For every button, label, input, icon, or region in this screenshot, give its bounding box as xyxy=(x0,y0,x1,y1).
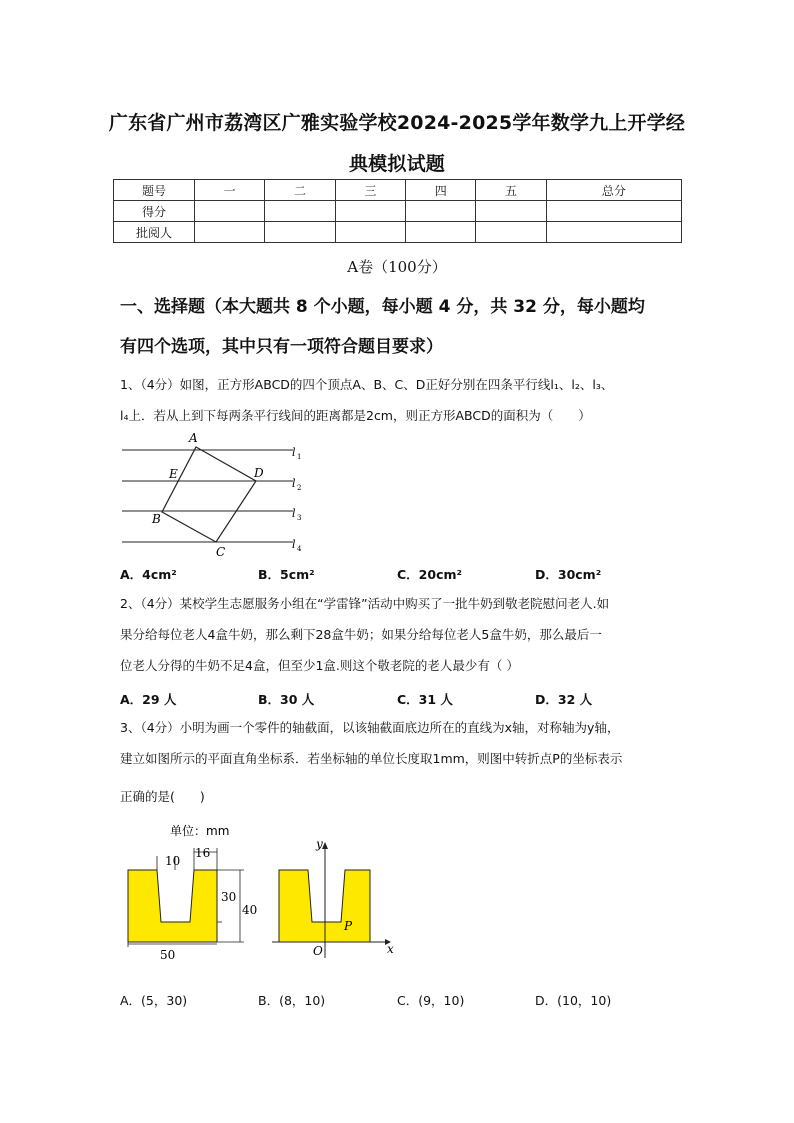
square-abcd xyxy=(162,447,256,542)
page-title-continued: 典模拟试题 xyxy=(348,153,445,175)
score-cell[interactable] xyxy=(265,201,335,222)
question-2-text-continued: 果分给每位老人4盒牛奶，那么剩下28盒牛奶；如果分给每位老人5盒牛奶，那么最后一 xyxy=(120,627,602,642)
section-heading-continued: 有四个选项，其中只有一项符合题目要求） xyxy=(120,337,443,357)
reviewer-cell[interactable] xyxy=(406,222,476,243)
question-3-text-continued: 建立如图所示的平面直角坐标系．若坐标轴的单位长度取1mm，则图中转折点P的坐标表示 xyxy=(120,751,623,766)
score-row-label: 得分 xyxy=(114,201,195,222)
question-3-text-continued: 正确的是( ) xyxy=(120,789,205,804)
question-3-text: 3、（4分）小明为画一个零件的轴截面，以该轴截面底边所在的直线为x轴，对称轴为y轴， xyxy=(120,720,620,735)
label-d: D xyxy=(254,466,264,480)
label-l1: l xyxy=(292,446,296,459)
reviewer-cell[interactable] xyxy=(546,222,681,243)
dim-16: 16 xyxy=(195,846,211,860)
section-heading: 一、选择题（本大题共 8 个小题，每小题 4 分，共 32 分，每小题均 xyxy=(120,297,645,317)
score-cell[interactable] xyxy=(406,201,476,222)
q3-option-b[interactable]: B．(8，10) xyxy=(258,993,326,1008)
question-1-text: 1、（4分）如图，正方形ABCD的四个顶点A、B、C、D正好分别在四条平行线l₁、l₂、l₃、 xyxy=(120,377,614,392)
page-title: 广东省广州市荔湾区广雅实验学校2024-2025学年数学九上开学经 xyxy=(108,112,686,134)
score-row xyxy=(114,201,682,222)
q2-option-a[interactable]: A．29 人 xyxy=(120,692,177,707)
q3-option-a[interactable]: A．(5，30) xyxy=(120,993,188,1008)
question-1-text-continued: l₄上．若从上到下每两条平行线间的距离都是2cm，则正方形ABCD的面积为（ ） xyxy=(120,408,591,423)
score-cell[interactable] xyxy=(195,201,265,222)
q2-option-b[interactable]: B．30 人 xyxy=(258,692,315,707)
dim-50: 50 xyxy=(160,948,176,962)
reviewer-cell[interactable] xyxy=(476,222,546,243)
score-header-cell: 题号 xyxy=(114,180,195,201)
score-header-cell: 五 xyxy=(476,180,546,201)
label-l3: l xyxy=(292,507,296,520)
label-e: E xyxy=(169,467,178,481)
q1-option-c[interactable]: C．20cm² xyxy=(397,567,462,582)
label-a: A xyxy=(189,431,198,445)
q1-option-a[interactable]: A．4cm² xyxy=(120,567,177,582)
label-l2-sub: 2 xyxy=(297,484,302,492)
reviewer-row xyxy=(114,222,682,243)
label-l4: l xyxy=(292,538,296,551)
q2-option-d[interactable]: D．32 人 xyxy=(535,692,593,707)
score-cell[interactable] xyxy=(546,201,681,222)
x-axis-label: x xyxy=(387,942,394,956)
q1-option-d[interactable]: D．30cm² xyxy=(535,567,602,582)
volume-heading: A卷（100分） xyxy=(347,258,447,276)
q3-option-c[interactable]: C．(9，10) xyxy=(397,993,465,1008)
label-l4-sub: 4 xyxy=(297,545,302,553)
score-header-cell: 一 xyxy=(195,180,265,201)
unit-label: 单位：mm xyxy=(170,824,230,838)
score-header-cell: 四 xyxy=(406,180,476,201)
point-p-label: P xyxy=(344,919,353,933)
dim-30: 30 xyxy=(221,890,237,904)
score-cell[interactable] xyxy=(335,201,405,222)
y-axis-label: y xyxy=(316,837,323,851)
score-header-cell: 总分 xyxy=(546,180,681,201)
label-c: C xyxy=(216,545,226,559)
dim-10: 10 xyxy=(165,854,181,868)
score-header-cell: 二 xyxy=(265,180,335,201)
score-table xyxy=(113,179,682,243)
question-3-figure xyxy=(115,818,415,968)
label-l2: l xyxy=(292,477,296,490)
q3-option-d[interactable]: D．(10，10) xyxy=(535,993,612,1008)
reviewer-cell[interactable] xyxy=(265,222,335,243)
score-cell[interactable] xyxy=(476,201,546,222)
label-l1-sub: 1 xyxy=(297,453,302,461)
reviewer-cell[interactable] xyxy=(335,222,405,243)
part-cross-section-left xyxy=(128,870,217,942)
reviewer-cell[interactable] xyxy=(195,222,265,243)
question-2-text: 2、（4分）某校学生志愿服务小组在“学雷锋”活动中购买了一批牛奶到敬老院慰问老人.如 xyxy=(120,596,610,611)
question-1-figure xyxy=(115,428,315,560)
q1-option-b[interactable]: B．5cm² xyxy=(258,567,315,582)
q2-option-c[interactable]: C．31 人 xyxy=(397,692,453,707)
reviewer-row-label: 批阅人 xyxy=(114,222,195,243)
score-header-cell: 三 xyxy=(335,180,405,201)
label-l3-sub: 3 xyxy=(297,514,302,522)
score-table-header xyxy=(114,180,682,201)
origin-label: O xyxy=(313,944,323,958)
dim-40: 40 xyxy=(242,903,258,917)
question-2-text-continued: 位老人分得的牛奶不足4盒，但至少1盒.则这个敬老院的老人最少有（ ） xyxy=(120,658,519,673)
label-b: B xyxy=(152,512,161,526)
